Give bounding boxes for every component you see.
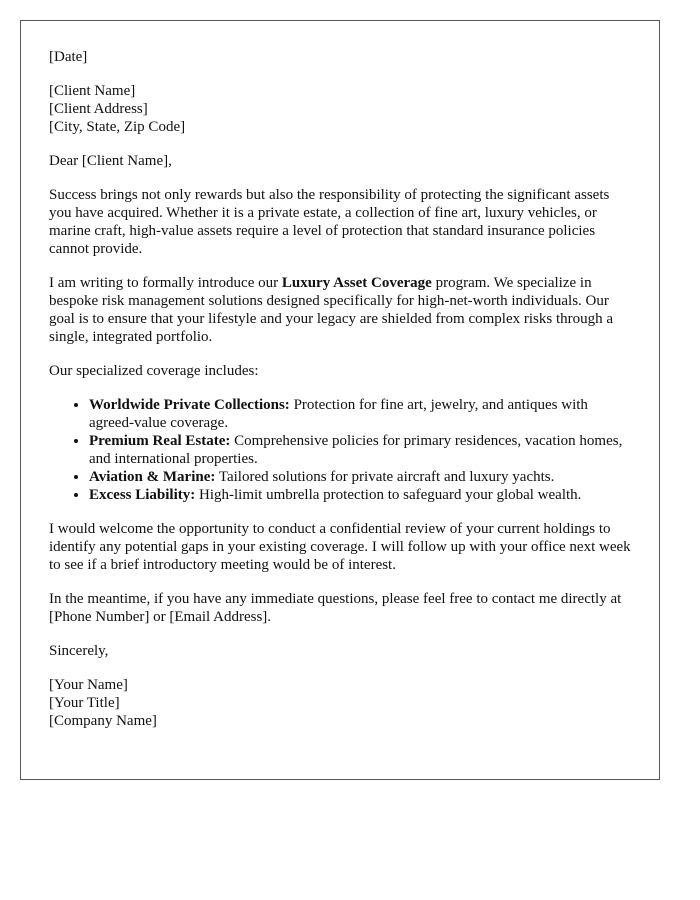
recipient-address: [Client Address] [49,101,148,117]
coverage-item-real-estate [89,432,631,468]
coverage-intro: Our specialized coverage includes: [49,363,259,379]
coverage-item-text: High-limit umbrella protection to safeguard your global wealth. [195,487,582,503]
date-text: [Date] [49,49,88,65]
signature-company: [Company Name] [49,713,157,729]
coverage-item-title: Excess Liability: [89,487,196,503]
program-name: Luxury Asset Coverage [281,275,432,291]
recipient-city: [City, State, Zip Code] [49,119,186,135]
coverage-item-title: Aviation & Marine: [89,469,216,485]
salutation: Dear [Client Name], [49,153,172,169]
review-paragraph: I would welcome the opportunity to conduct a confidential review of your current holdings to identify any potential gaps in your existing coverage. I will follow up with your office next week to see if a brief introductory meeting would be of interest. [49,521,631,573]
coverage-item-aviation-marine [89,468,631,486]
recipient-name: [Client Name] [49,83,136,99]
date-block [49,48,631,66]
recipient-address-block [49,82,631,136]
contact-paragraph: In the meantime, if you have any immediate questions, please feel free to contact me directly at [Phone Number] or [Email Address]. [49,591,622,625]
coverage-item-liability [89,486,631,504]
coverage-item-title: Premium Real Estate: [89,433,231,449]
program-paragraph [49,274,631,346]
signature-title: [Your Title] [49,695,120,711]
coverage-item-text: Comprehensive policies for primary residences, vacation homes, and international properties. [89,433,623,467]
closing: Sincerely, [49,643,109,659]
intro-paragraph: Success brings not only rewards but also the responsibility of protecting the significant assets you have acquired. Whether it is a private estate, a collection of fine art, luxury vehicles, or marine craft, high-value assets require a level of protection that standard insurance policies cannot provide. [49,187,610,257]
program-paragraph-end: program. We specialize in bespoke risk management solutions designed specifically for high-net-worth individuals. Our goal is to ensure that your lifestyle and your legacy are shielded from complex risks through a single, integrated portfolio. [49,275,614,345]
signature-name: [Your Name] [49,677,128,693]
coverage-item-text: Tailored solutions for private aircraft and luxury yachts. [215,469,555,485]
coverage-item-text: Protection for fine art, jewelry, and antiques with agreed-value coverage. [89,397,588,431]
program-paragraph-start: I am writing to formally introduce our [49,275,282,291]
coverage-item-title: Worldwide Private Collections: [89,397,290,413]
letter-page [20,20,660,780]
coverage-list [49,396,631,504]
signature-block [49,676,631,730]
coverage-item-collections [89,396,631,432]
